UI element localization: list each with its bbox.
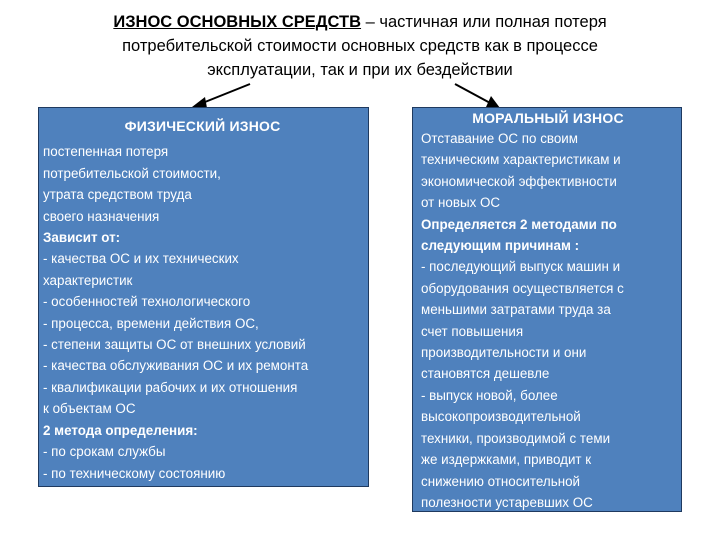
header-line-1-rest: – частичная или полная потеря bbox=[361, 13, 607, 31]
moral-wear-line: становятся дешевле bbox=[421, 366, 550, 382]
physical-wear-line: к объектам ОС bbox=[43, 401, 136, 417]
physical-wear-lines bbox=[43, 141, 362, 484]
physical-wear-line: - качества обслуживания ОС и их ремонта bbox=[43, 358, 309, 374]
header-line-2: потребительской стоимости основных средств как в процессе bbox=[122, 37, 598, 55]
moral-wear-line: меньшими затратами труда за bbox=[421, 302, 611, 318]
physical-wear-line: утрата средством труда bbox=[43, 187, 192, 203]
header-term: ИЗНОС ОСНОВНЫХ СРЕДСТВ bbox=[113, 13, 362, 31]
moral-wear-line: следующим причинам : bbox=[421, 238, 580, 254]
moral-wear-title: МОРАЛЬНЫЙ ИЗНОС bbox=[472, 110, 624, 126]
moral-wear-line: полезности устаревших ОС bbox=[421, 494, 593, 510]
physical-wear-line: своего назначения bbox=[43, 208, 160, 224]
physical-wear-line: - по срокам службы bbox=[43, 444, 166, 460]
physical-wear-line: характеристик bbox=[43, 272, 133, 288]
physical-wear-line: - степени защиты ОС от внешних условий bbox=[43, 337, 306, 353]
physical-wear-title: ФИЗИЧЕСКИЙ ИЗНОС bbox=[124, 118, 281, 134]
moral-wear-box bbox=[412, 107, 682, 512]
physical-wear-line: - квалификации рабочих и их отношения bbox=[43, 379, 298, 395]
moral-wear-line: от новых ОС bbox=[421, 195, 501, 211]
arrow-to-moral bbox=[455, 84, 492, 104]
moral-wear-line: счет повышения bbox=[421, 323, 524, 339]
physical-wear-line: - по техническому состоянию bbox=[43, 465, 226, 481]
moral-wear-line: оборудования осуществляется с bbox=[421, 280, 624, 296]
moral-wear-line: снижению относительной bbox=[421, 473, 581, 489]
physical-wear-line: потребительской стоимости, bbox=[43, 165, 221, 181]
physical-wear-line: 2 метода определения: bbox=[43, 422, 198, 438]
moral-wear-line: Определяется 2 методами по bbox=[421, 216, 617, 232]
moral-wear-lines bbox=[421, 128, 675, 513]
moral-wear-line: же издержками, приводит к bbox=[421, 452, 592, 468]
physical-wear-line: постепенная потеря bbox=[43, 144, 169, 160]
moral-wear-line: - выпуск новой, более bbox=[421, 387, 558, 403]
physical-wear-box bbox=[38, 107, 369, 487]
definition-header bbox=[60, 10, 660, 82]
moral-wear-line: техники, производимой с теми bbox=[421, 430, 611, 446]
header-line-3: эксплуатации, так и при их бездействии bbox=[207, 61, 513, 79]
physical-wear-line: - процесса, времени действия ОС, bbox=[43, 315, 259, 331]
physical-wear-line: - качества ОС и их технических bbox=[43, 251, 239, 267]
moral-wear-line: высокопроизводительной bbox=[421, 409, 581, 425]
moral-wear-line: экономической эффективности bbox=[421, 173, 617, 189]
moral-wear-line: Отставание ОС по своим bbox=[421, 131, 578, 146]
moral-wear-line: - последующий выпуск машин и bbox=[421, 259, 621, 275]
header-line-1 bbox=[60, 10, 660, 34]
moral-wear-line: производительности и они bbox=[421, 345, 587, 361]
physical-wear-line: Зависит от: bbox=[43, 230, 121, 246]
arrow-to-physical bbox=[200, 84, 250, 104]
physical-wear-line: - особенностей технологического bbox=[43, 294, 251, 310]
moral-wear-line: техническим характеристикам и bbox=[421, 152, 621, 168]
